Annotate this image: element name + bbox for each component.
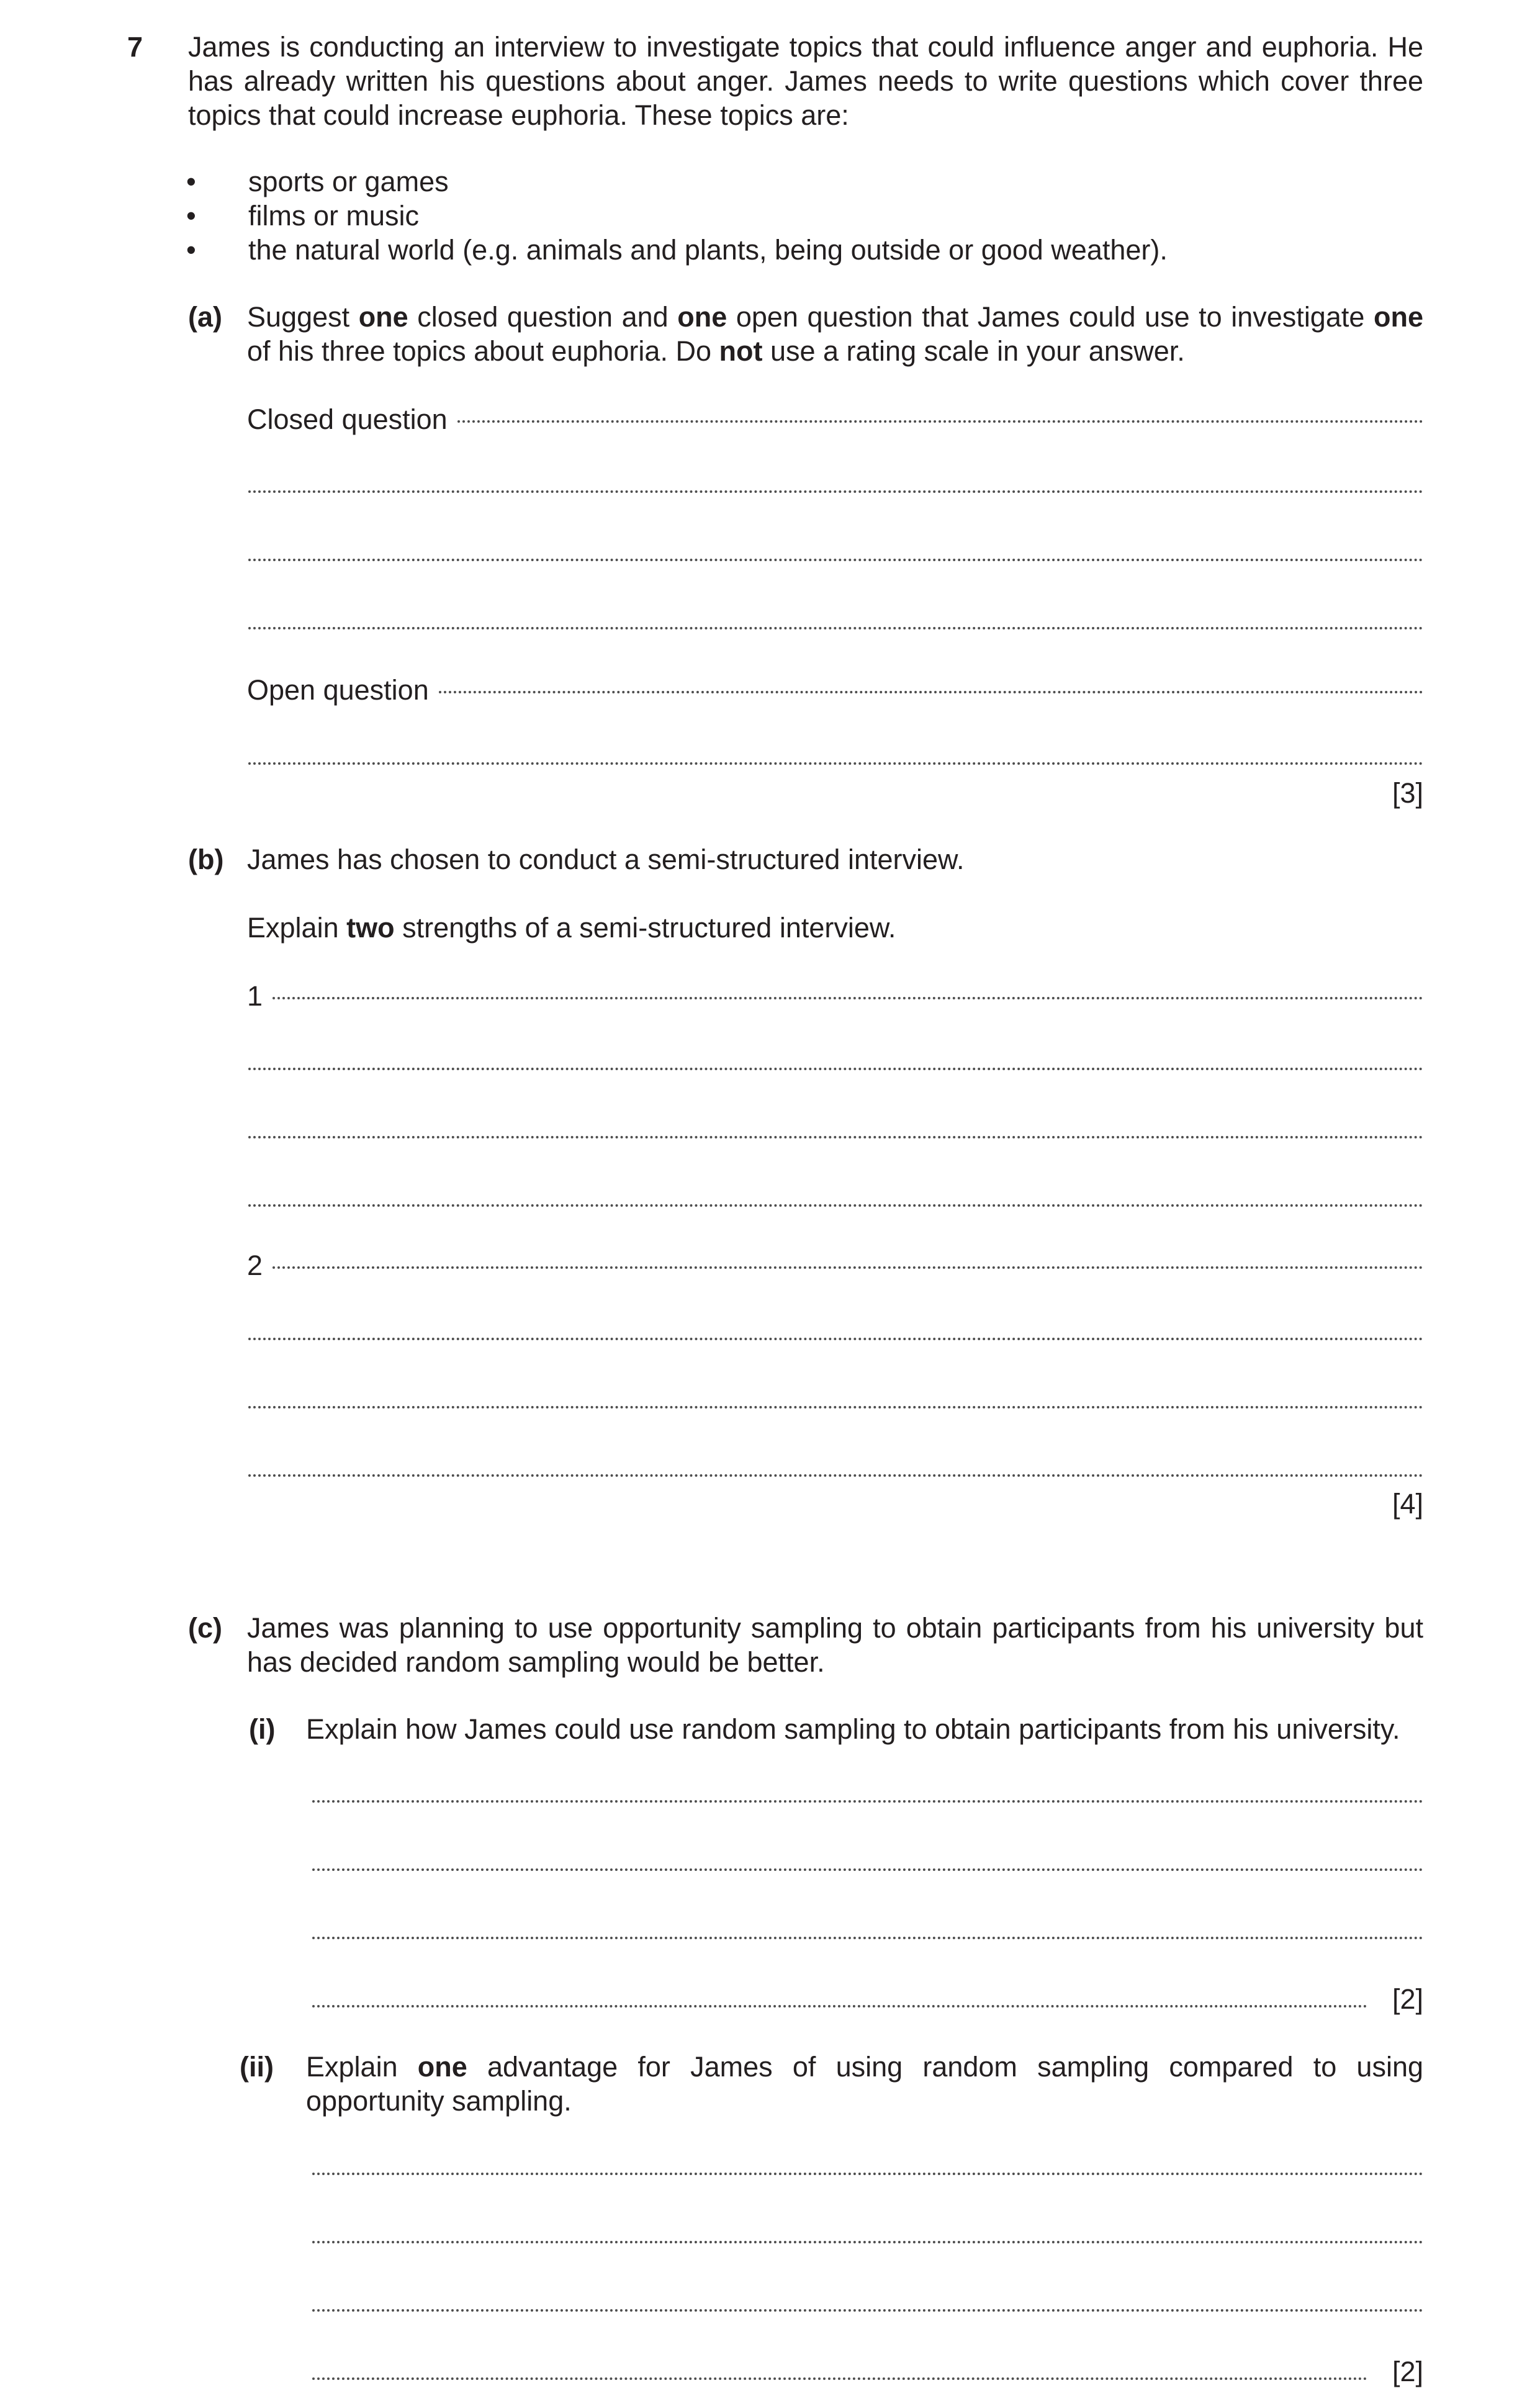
strength-2-row[interactable] <box>247 1248 1423 1282</box>
closed-question-answer-line[interactable] <box>248 490 1423 493</box>
part-c-i-marks: [2] <box>1392 1983 1423 2015</box>
part-c-ii-answer-line[interactable] <box>312 2241 1423 2243</box>
part-c-i-answer-line[interactable] <box>312 1800 1423 1803</box>
open-question-label: Open question <box>247 674 429 706</box>
strength-1-answer-line[interactable] <box>248 1136 1423 1138</box>
part-c-ii-marks: [2] <box>1392 2356 1423 2387</box>
closed-question-answer-line[interactable] <box>248 627 1423 629</box>
part-c-intro: James was planning to use opportunity sampling to obtain participants from his university but has decided random sampling would be better. <box>247 1612 1423 1678</box>
open-question-answer-line[interactable] <box>439 691 1423 693</box>
open-question-answer-line[interactable] <box>248 762 1423 765</box>
part-c-i-answer-line[interactable] <box>312 1868 1423 1871</box>
part-c-ii-answer-line[interactable] <box>312 2173 1423 2175</box>
topic-list <box>186 164 1168 267</box>
strength-2-label: 2 <box>247 1250 263 1281</box>
question-stem: James is conducting an interview to investigate topics that could influence anger and euphoria. He has already written his questions about anger. James needs to write questions which cover three topics that could increase euphoria. These topics are: <box>188 31 1423 131</box>
strength-1-answer-line[interactable] <box>248 1068 1423 1070</box>
part-b-prompt: Explain two strengths of a semi-structured interview. <box>247 912 896 944</box>
part-a-marks: [3] <box>1392 777 1423 809</box>
closed-question-label: Closed question <box>247 403 448 435</box>
closed-question-answer-line[interactable] <box>457 420 1423 423</box>
topic-item: • films or music <box>186 199 1168 233</box>
question-number: 7 <box>127 31 143 63</box>
strength-1-label: 1 <box>247 980 263 1012</box>
part-b-label: (b) <box>188 844 224 875</box>
closed-question-answer-line[interactable] <box>248 559 1423 561</box>
strength-2-answer-line[interactable] <box>248 1338 1423 1340</box>
strength-2-answer-line[interactable] <box>272 1266 1423 1269</box>
part-b-marks: [4] <box>1392 1488 1423 1520</box>
part-c-i-answer-line[interactable] <box>312 2005 1367 2007</box>
strength-2-answer-line[interactable] <box>248 1474 1423 1477</box>
strength-1-answer-line[interactable] <box>272 997 1423 999</box>
open-question-row[interactable] <box>247 673 1423 707</box>
part-c-i-prompt: Explain how James could use random sampling to obtain participants from his university. <box>306 1713 1400 1745</box>
closed-question-row[interactable] <box>247 402 1423 436</box>
part-b-intro: James has chosen to conduct a semi-structured interview. <box>247 844 965 875</box>
part-c-i-label: (i) <box>249 1713 276 1745</box>
part-c-ii-prompt: Explain one advantage for James of using random sampling compared to using opportunity sampling. <box>306 2051 1423 2117</box>
strength-1-answer-line[interactable] <box>248 1204 1423 1207</box>
topic-item: • the natural world (e.g. animals and plants, being outside or good weather). <box>186 233 1168 267</box>
part-c-ii-answer-line[interactable] <box>312 2377 1367 2380</box>
part-c-i-answer-line[interactable] <box>312 1937 1423 1939</box>
part-a-label: (a) <box>188 301 222 333</box>
topic-item: • sports or games <box>186 164 1168 199</box>
strength-1-row[interactable] <box>247 979 1423 1013</box>
strength-2-answer-line[interactable] <box>248 1406 1423 1408</box>
part-c-ii-label: (ii) <box>240 2051 274 2083</box>
part-a-prompt: Suggest one closed question and one open question that James could use to investigate one of his three topics about euphoria. Do not use a rating scale in your answer. <box>247 301 1423 367</box>
part-c-ii-answer-line[interactable] <box>312 2309 1423 2312</box>
part-c-label: (c) <box>188 1612 222 1644</box>
